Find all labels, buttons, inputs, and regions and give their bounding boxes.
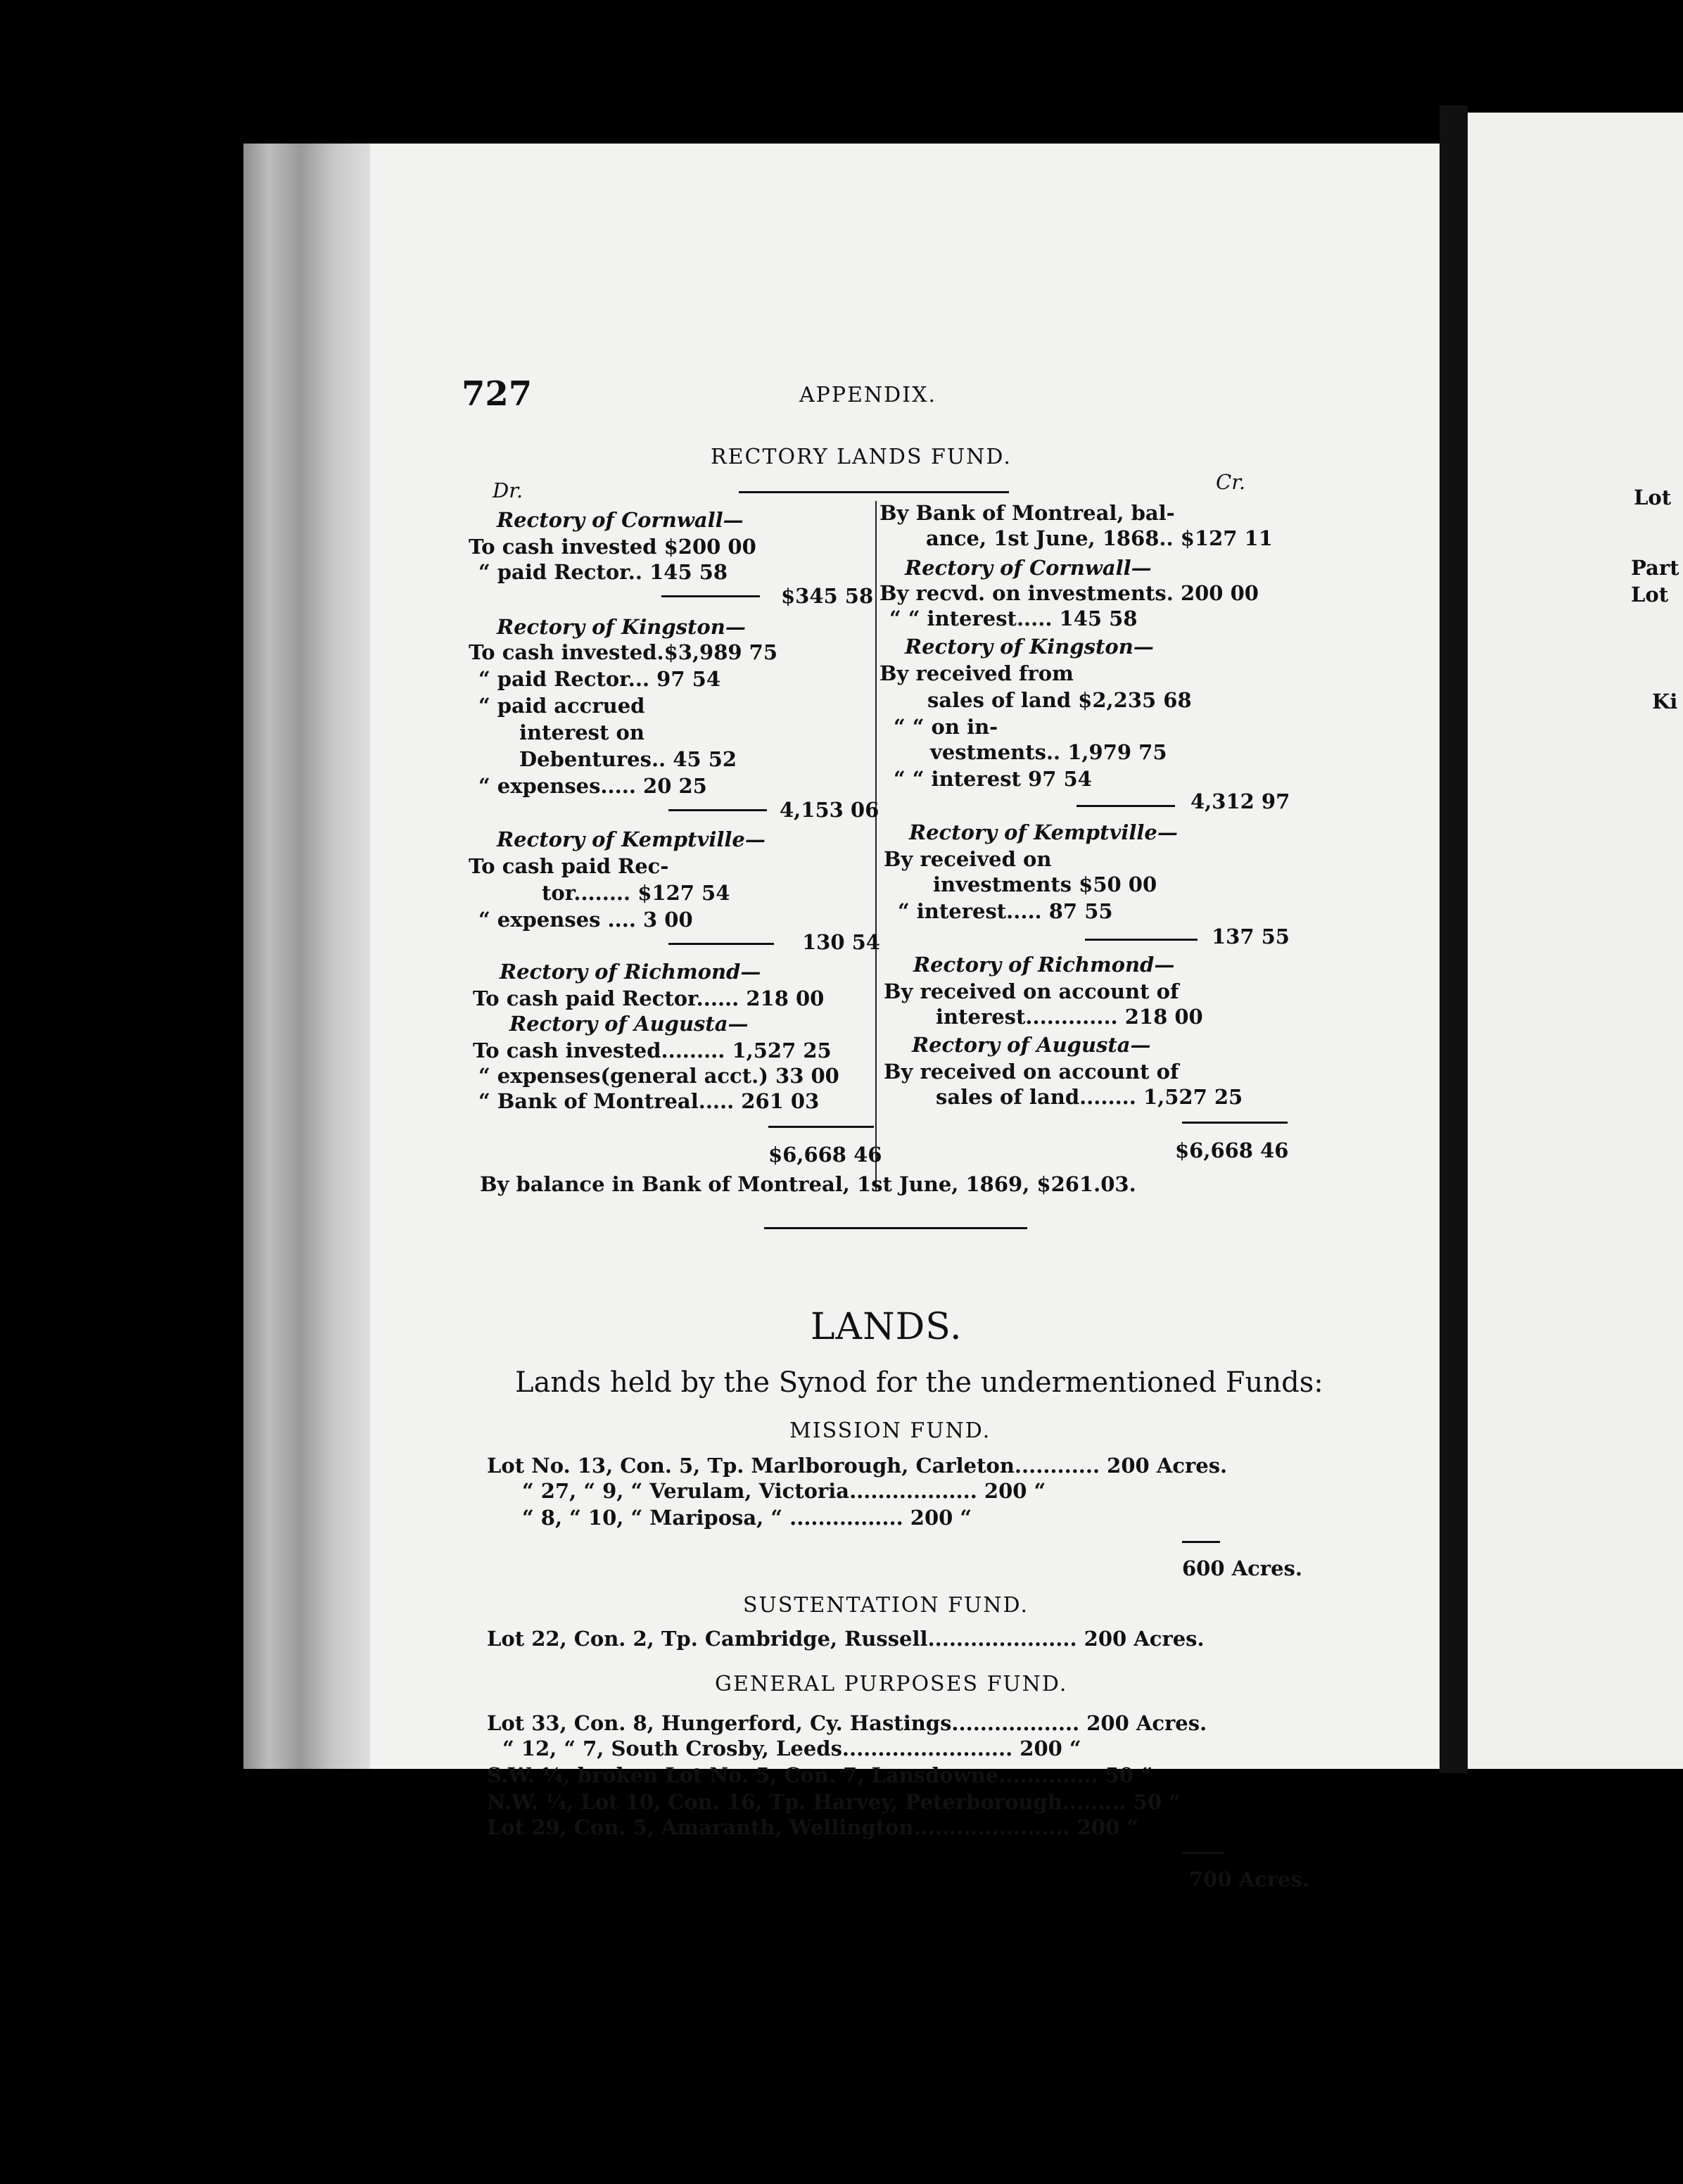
cr-entry: Rectory of Kemptville— (909, 820, 1178, 844)
cr-entry: interest............. 218 00 (936, 1005, 1203, 1029)
subtotal-rule (668, 943, 774, 945)
mission-total: 600 Acres. (1182, 1556, 1302, 1580)
lands-title: LANDS. (811, 1306, 963, 1348)
cr-entry: vestments.. 1,979 75 (930, 740, 1167, 764)
running-head: APPENDIX. (799, 383, 936, 407)
dr-entry: “ expenses(general acct.) 33 00 (478, 1064, 839, 1088)
cr-entry: investments $50 00 (933, 872, 1157, 896)
subtotal-rule (1077, 805, 1175, 807)
cr-subtotal: 137 55 (1212, 925, 1290, 948)
land-row: Lot No. 13, Con. 5, Tp. Marlborough, Carleton............ 200 Acres. (487, 1454, 1228, 1478)
dr-entry: tor........ $127 54 (542, 881, 730, 905)
section-rule (764, 1227, 1027, 1229)
ledger-divider (875, 501, 877, 1191)
lands-subtitle: Lands held by the Synod for the undermentioned Funds: (515, 1366, 1323, 1399)
dr-subtotal: 4,153 06 (780, 798, 879, 822)
subtotal-rule (661, 595, 760, 597)
cr-entry: By received on account of (884, 979, 1179, 1003)
dr-entry: “ paid accrued (478, 694, 645, 718)
cr-entry: “ “ interest..... 145 58 (889, 607, 1138, 630)
dr-subtotal: $345 58 (781, 584, 874, 608)
cr-entry: sales of land $2,235 68 (927, 688, 1192, 712)
land-row: “ 8, “ 10, “ Mariposa, “ ................ 200 “ (522, 1506, 972, 1530)
mission-heading: MISSION FUND. (789, 1418, 991, 1443)
land-row: “ 12, “ 7, South Crosby, Leeds........................ 200 “ (502, 1737, 1081, 1760)
facing-page (1468, 113, 1683, 1769)
total-rule (1182, 1541, 1220, 1543)
dr-label: Dr. (493, 478, 523, 502)
dr-entry: To cash invested......... 1,527 25 (473, 1039, 832, 1062)
dr-entry: To cash invested $200 00 (469, 535, 756, 559)
total-rule (1182, 1122, 1288, 1124)
cr-entry: “ “ interest 97 54 (894, 767, 1092, 791)
dr-entry: Rectory of Kemptville— (497, 827, 766, 851)
general-heading: GENERAL PURPOSES FUND. (715, 1672, 1068, 1696)
dr-entry: “ paid Rector.. 145 58 (478, 560, 728, 584)
total-rule (1182, 1852, 1224, 1854)
dr-entry: “ expenses .... 3 00 (478, 908, 693, 932)
land-row: Lot 22, Con. 2, Tp. Cambridge, Russell..................... 200 Acres. (487, 1627, 1205, 1651)
subtotal-rule (668, 809, 767, 811)
dr-total: $6,668 46 (768, 1143, 882, 1167)
cr-entry: sales of land........ 1,527 25 (936, 1085, 1243, 1109)
rectory-title: RECTORY LANDS FUND. (711, 445, 1012, 469)
cr-entry: Rectory of Richmond— (913, 953, 1175, 977)
cr-label: Cr. (1216, 470, 1246, 494)
dr-entry: To cash paid Rector...... 218 00 (473, 986, 825, 1010)
land-row: Lot 29, Con. 5, Amaranth, Wellington...................... 200 “ (487, 1815, 1139, 1839)
page-edge (243, 144, 370, 1769)
land-row: S.W. ¼, broken Lot No. 5, Con. 7, Lansdowne.............. 50 “ (487, 1763, 1152, 1787)
facing-text: Ki (1652, 690, 1678, 713)
sustentation-heading: SUSTENTATION FUND. (743, 1593, 1029, 1618)
facing-text: Part (1631, 556, 1679, 580)
land-row: Lot 33, Con. 8, Hungerford, Cy. Hastings.................. 200 Acres. (487, 1711, 1207, 1735)
dr-entry: “ paid Rector... 97 54 (478, 667, 720, 691)
dr-entry: To cash invested.$3,989 75 (469, 640, 778, 664)
facing-text: Lot (1631, 583, 1669, 607)
book-gutter (1440, 106, 1468, 1773)
dr-entry: “ Bank of Montreal..... 261 03 (478, 1089, 820, 1113)
cr-entry: ance, 1st June, 1868.. $127 11 (926, 526, 1273, 550)
balance-note: By balance in Bank of Montreal, 1st June, 1869, $261.03. (480, 1172, 1136, 1196)
facing-text: Lot (1634, 485, 1672, 509)
cr-entry: By Bank of Montreal, bal- (879, 501, 1175, 525)
general-total: 700 Acres. (1189, 1867, 1309, 1891)
dr-entry: Debentures.. 45 52 (519, 747, 737, 771)
cr-entry: By recvd. on investments. 200 00 (879, 581, 1259, 605)
cr-total: $6,668 46 (1175, 1138, 1289, 1162)
cr-subtotal: 4,312 97 (1190, 789, 1290, 813)
title-rule (739, 491, 1009, 493)
total-rule (768, 1126, 874, 1128)
cr-entry: “ “ on in- (894, 715, 998, 739)
dr-entry: interest on (519, 720, 644, 744)
land-row: N.W. ¼, Lot 10, Con. 16, Tp. Harvey, Peterborough......... 50 “ (487, 1790, 1181, 1814)
cr-entry: “ interest..... 87 55 (898, 899, 1113, 923)
cr-entry: By received on (884, 847, 1052, 871)
dr-entry: Rectory of Richmond— (500, 960, 761, 984)
cr-entry: Rectory of Augusta— (912, 1033, 1151, 1057)
dr-subtotal: 130 54 (802, 930, 880, 954)
dr-entry: To cash paid Rec- (469, 854, 669, 878)
dr-entry: Rectory of Cornwall— (497, 508, 744, 532)
cr-entry: Rectory of Cornwall— (905, 556, 1152, 580)
subtotal-rule (1085, 939, 1198, 941)
cr-entry: By received on account of (884, 1060, 1179, 1084)
dr-entry: Rectory of Kingston— (497, 615, 746, 639)
dr-entry: Rectory of Augusta— (509, 1012, 749, 1036)
land-row: “ 27, “ 9, “ Verulam, Victoria.................. 200 “ (522, 1479, 1046, 1503)
cr-entry: Rectory of Kingston— (905, 635, 1154, 659)
cr-entry: By received from (879, 661, 1074, 685)
page-number: 727 (462, 374, 533, 414)
dr-entry: “ expenses..... 20 25 (478, 774, 707, 798)
